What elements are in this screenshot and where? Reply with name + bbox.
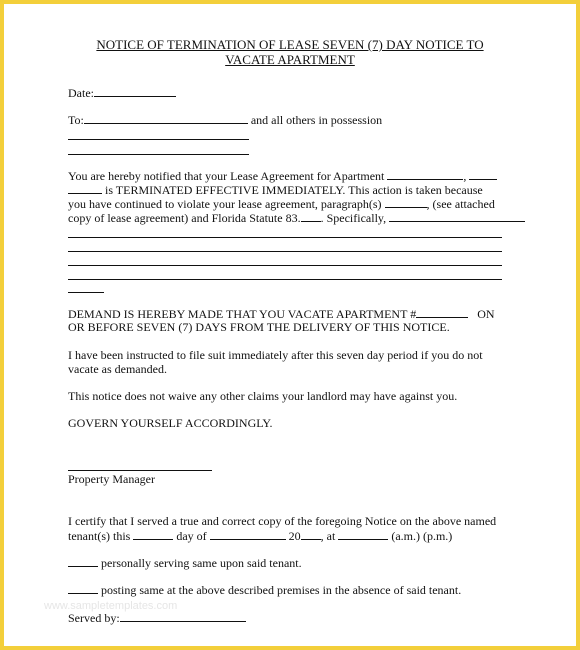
property-manager-label: Property Manager <box>68 472 155 486</box>
specifics-line-2[interactable] <box>68 251 502 252</box>
demand-line-2: OR BEFORE SEVEN (7) DAYS FROM THE DELIVERY OF THIS NOTICE. <box>68 320 450 334</box>
apartment-blank-2[interactable] <box>469 168 497 180</box>
watermark: www.sampletemplates.com <box>44 600 178 612</box>
served-by-label: Served by: <box>68 611 120 625</box>
address-line-1[interactable] <box>68 139 249 140</box>
served-by-field <box>68 610 246 625</box>
specifically-blank[interactable] <box>389 210 525 222</box>
instructed-line-1: I have been instructed to file suit immediately after this seven day period if you do not <box>68 348 483 362</box>
time-blank[interactable] <box>338 528 388 540</box>
date-label: Date: <box>68 86 94 100</box>
document-page <box>4 4 576 646</box>
address-line-2[interactable] <box>68 154 249 155</box>
waiver-text: This notice does not waive any other claims your landlord may have against you. <box>68 389 458 403</box>
specifics-line-4[interactable] <box>68 279 502 280</box>
instructed-line-2: vacate as demanded. <box>68 362 167 376</box>
certify-line-1: I certify that I served a true and correct copy of the foregoing Notice on the above named <box>68 514 497 528</box>
to-field <box>68 112 382 127</box>
served-by-blank[interactable] <box>120 610 246 622</box>
certify-line-2: tenant(s) this day of 20 , at (a.m.) (p.m.) <box>68 529 453 543</box>
specifics-line-1[interactable] <box>68 237 502 238</box>
notice-line-2: is TERMINATED EFFECTIVE IMMEDIATELY. This action is taken because <box>68 182 483 197</box>
property-manager-signature-line[interactable] <box>68 470 212 471</box>
specifics-line-3[interactable] <box>68 265 502 266</box>
apartment-blank[interactable] <box>387 168 463 180</box>
to-label: To: <box>68 113 84 127</box>
personal-service-blank[interactable] <box>68 555 98 567</box>
document-title-line-2: VACATE APARTMENT <box>225 52 355 67</box>
notice-line-4: copy of lease agreement) and Florida Statute 83. . Specifically, <box>68 210 525 225</box>
document-title-line-1: NOTICE OF TERMINATION OF LEASE SEVEN (7) DAY NOTICE TO <box>96 37 484 52</box>
day-blank[interactable] <box>133 528 173 540</box>
notice-line-3: you have continued to violate your lease agreement, paragraph(s) , (see attached <box>68 197 495 211</box>
to-suffix: and all others in possession <box>250 113 383 127</box>
demand-line-1: DEMAND IS HEREBY MADE THAT YOU VACATE APARTMENT # ON <box>68 307 495 321</box>
notice-line-1: You are hereby notified that your Lease Agreement for Apartment , <box>68 168 497 183</box>
date-field <box>68 85 176 100</box>
posting-service-option: posting same at the above described premises in the absence of said tenant. <box>68 582 461 597</box>
month-blank[interactable] <box>210 528 286 540</box>
specifics-line-5[interactable] <box>68 292 104 293</box>
personal-service-option: personally serving same upon said tenant. <box>68 555 302 570</box>
paragraph-blank[interactable] <box>385 196 427 208</box>
apartment-blank-3[interactable] <box>68 182 102 194</box>
date-blank[interactable] <box>94 85 176 97</box>
statute-blank[interactable] <box>301 210 321 222</box>
to-blank[interactable] <box>84 112 248 124</box>
year-blank[interactable] <box>301 528 321 540</box>
posting-service-blank[interactable] <box>68 582 98 594</box>
govern-text: GOVERN YOURSELF ACCORDINGLY. <box>68 416 273 430</box>
demand-apartment-blank[interactable] <box>416 306 468 318</box>
